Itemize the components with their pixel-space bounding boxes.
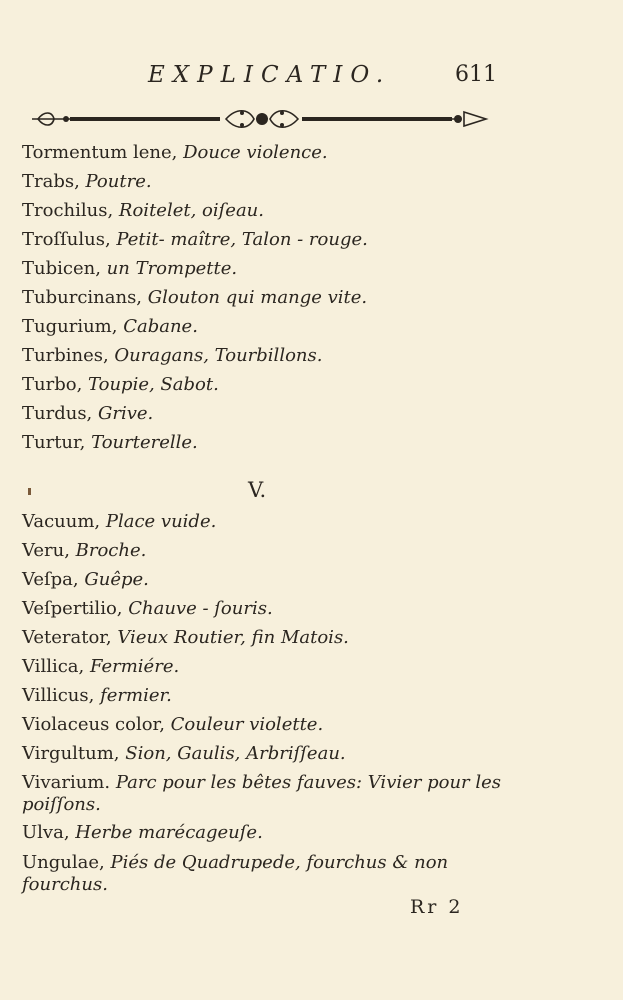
glossary-entry — [22, 200, 512, 222]
section-heading: V. — [248, 478, 267, 502]
headword: Veſpertilio, — [22, 598, 129, 619]
headword: Ulva, — [22, 822, 76, 843]
glossary-entry — [22, 822, 512, 844]
glossary-entry — [22, 569, 512, 591]
glossary-entry — [22, 287, 512, 309]
headpiece-ornament-icon — [30, 104, 494, 134]
glossary-entry — [22, 598, 512, 620]
glossary-entry — [22, 229, 512, 251]
headword: Vivarium. — [22, 772, 116, 793]
glossary-entry — [22, 142, 512, 164]
headword: Veſpa, — [22, 569, 85, 590]
headword: Violaceus color, — [22, 714, 171, 735]
glossary-entry — [22, 627, 512, 649]
gloss: Petit- maître, Talon - rouge. — [116, 229, 368, 250]
glossary-entry — [22, 511, 512, 533]
gloss: Fermiére. — [89, 656, 180, 677]
gloss: Toupie, Sabot. — [88, 374, 219, 395]
glossary-entry — [22, 685, 512, 707]
gloss: Broche. — [75, 540, 147, 561]
gloss: Glouton qui mange vite. — [147, 287, 368, 308]
headword: Troſſulus, — [22, 229, 117, 250]
gloss: Cabane. — [123, 316, 198, 337]
glossary-entry — [22, 403, 512, 425]
gloss: Couleur violette. — [170, 714, 324, 735]
glossary-entry — [22, 432, 512, 454]
headword: Tubicen, — [22, 258, 107, 279]
signature-mark: Rr 2 — [410, 896, 464, 918]
headword: Turdus, — [22, 403, 98, 424]
gloss: fermier. — [100, 685, 172, 706]
gloss: Roitelet, oiſeau. — [118, 200, 264, 221]
glossary-entry — [22, 345, 512, 367]
gloss: Douce violence. — [183, 142, 328, 163]
gloss: Herbe marécageuſe. — [75, 822, 263, 843]
gloss: Poutre. — [85, 171, 152, 192]
ink-mark — [28, 488, 31, 495]
headword: Turbines, — [22, 345, 115, 366]
gloss: Guêpe. — [84, 569, 149, 590]
glossary-entry — [22, 258, 512, 280]
glossary-entry — [22, 316, 512, 338]
glossary-entry — [22, 772, 512, 816]
headword: Turbo, — [22, 374, 89, 395]
gloss: Vieux Routier, fin Matois. — [117, 627, 349, 648]
headword: Tuburcinans, — [22, 287, 148, 308]
gloss: Chauve - ſouris. — [128, 598, 273, 619]
glossary-entry — [22, 540, 512, 562]
headword: Veru, — [22, 540, 76, 561]
headword: Tormentum lene, — [22, 142, 184, 163]
glossary-entry — [22, 852, 512, 896]
running-title: EXPLICATIO. — [148, 62, 392, 88]
gloss: Ouragans, Tourbillons. — [114, 345, 323, 366]
glossary-entry — [22, 171, 512, 193]
headword: Turtur, — [22, 432, 92, 453]
headword: Villicus, — [22, 685, 101, 706]
headword: Ungulae, — [22, 852, 111, 873]
gloss: Piés de Quadrupede, fourchus & non fourchus. — [22, 852, 449, 895]
page-header — [0, 62, 623, 92]
headword: Villica, — [22, 656, 90, 677]
gloss: Tourterelle. — [91, 432, 198, 453]
gloss: un Trompette. — [106, 258, 238, 279]
headword: Virgultum, — [22, 743, 126, 764]
headword: Tugurium, — [22, 316, 124, 337]
gloss: Grive. — [98, 403, 154, 424]
gloss: Place vuide. — [105, 511, 217, 532]
gloss: Parc pour les bêtes fauves: Vivier pour les poiſſons. — [22, 772, 502, 815]
headword: Vacuum, — [22, 511, 106, 532]
gloss: Sion, Gaulis, Arbriſſeau. — [125, 743, 346, 764]
headword: Veterator, — [22, 627, 118, 648]
glossary-entry — [22, 656, 512, 678]
page-number: 611 — [455, 62, 497, 87]
headword: Trabs, — [22, 171, 86, 192]
headword: Trochilus, — [22, 200, 119, 221]
glossary-entry — [22, 743, 512, 765]
glossary-entry — [22, 374, 512, 396]
glossary-entry — [22, 714, 512, 736]
